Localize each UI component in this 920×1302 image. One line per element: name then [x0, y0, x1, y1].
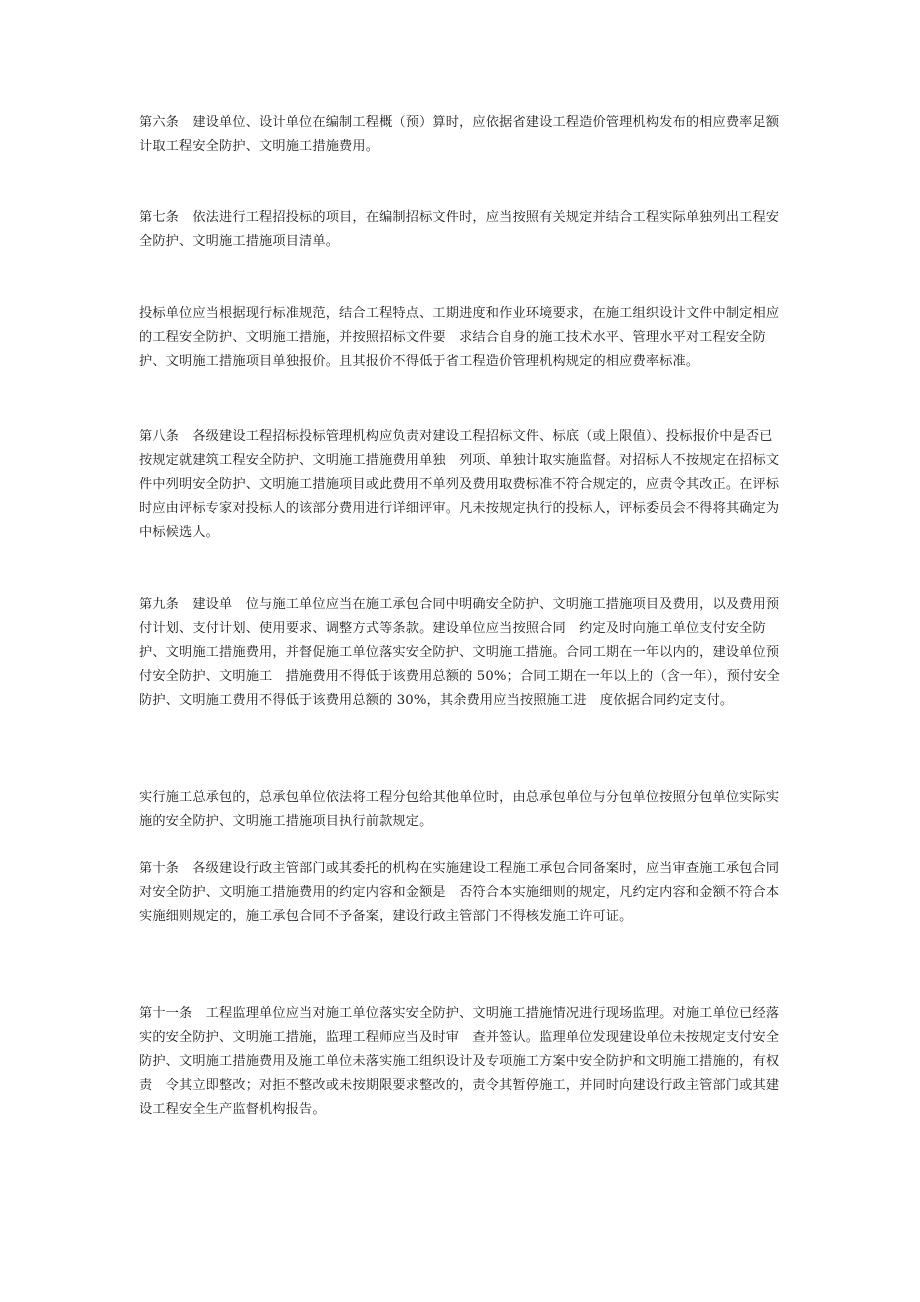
article-10-paragraph: 第十条 各级建设行政主管部门或其委托的机构在实施建设工程施工承包合同备案时，应当审查施工承包合同对安全防护、文明施工措施费用的约定内容和金额是 否符合本实施细则的规定，凡约定内容和金额不符合本实施细则规定的，施工承包合同不予备案，建设行政主管部门不得核发施工许可证。 [139, 861, 780, 924]
general-contracting-paragraph: 实行施工总承包的，总承包单位依法将工程分包给其他单位时，由总承包单位与分包单位按照分包单位实际实施的安全防护、文明施工措施项目执行前款规定。 [139, 790, 780, 829]
article-9-paragraph: 第九条 建设单 位与施工单位应当在施工承包合同中明确安全防护、文明施工措施项目及费用，以及费用预付计划、支付计划、使用要求、调整方式等条款。建设单位应当按照合同 约定及时向施工单位支付安全防护、文明施工措施费用，并督促施工单位落实安全防护、文明施工措施。合同工期在一年以内的，建设单位预付安全防护、文明施工 措施费用不得低于该费用总额的 50%；合同工期在一年以上的（含一年），预付安全防护、文明施工费用不得低于该费用总额的 30%，其余费用应当按照施工进 度依据合同约定支付。 [139, 597, 781, 708]
article-8-paragraph: 第八条 各级建设工程招标投标管理机构应负责对建设工程招标文件、标底（或上限值）、投标报价中是否已按规定就建筑工程安全防护、文明施工措施费用单独 列项、单独计取实施监督。对招标人不按规定在招标文件中列明安全防护、文明施工措施项目或此费用不单列及费用取费标准不符合规定的，应责令其改正。在评标 时应由评标专家对投标人的该部分费用进行详细评审。凡未按规定执行的投标人，评标委员会不得将其确定为中标候选人。 [139, 429, 793, 540]
article-6-paragraph: 第六条 建设单位、设计单位在编制工程概（预）算时，应依据省建设工程造价管理机构发布的相应费率足额计取工程安全防护、文明施工措施费用。 [139, 115, 780, 154]
article-11-paragraph: 第十一条 工程监理单位应当对施工单位落实安全防护、文明施工措施情况进行现场监理。对施工单位已经落实的安全防护、文明施工措施，监理工程师应当及时审 查并签认。监理单位发现建设单位未按规定支付安全防护、文明施工措施费用及施工单位未落实施工组织设计及专项施工方案中安全防护和文明施工措施的，有权责 令其立即整改；对拒不整改或未按期限要求整改的，责令其暂停施工，并同时向建设行政主管部门或其建设工程安全生产监督机构报告。 [139, 1006, 780, 1117]
bidder-quotation-paragraph: 投标单位应当根据现行标准规范，结合工程特点、工期进度和作业环境要求，在施工组织设计文件中制定相应的工程安全防护、文明施工措施，并按照招标文件要 求结合自身的施工技术水平、管理水平对工程安全防护、文明施工措施项目单独报价。且其报价不得低于省工程造价管理机构规定的相应费率标准。 [139, 306, 780, 369]
article-7-paragraph: 第七条 依法进行工程招投标的项目，在编制招标文件时，应当按照有关规定并结合工程实际单独列出工程安全防护、文明施工措施项目清单。 [139, 210, 780, 249]
